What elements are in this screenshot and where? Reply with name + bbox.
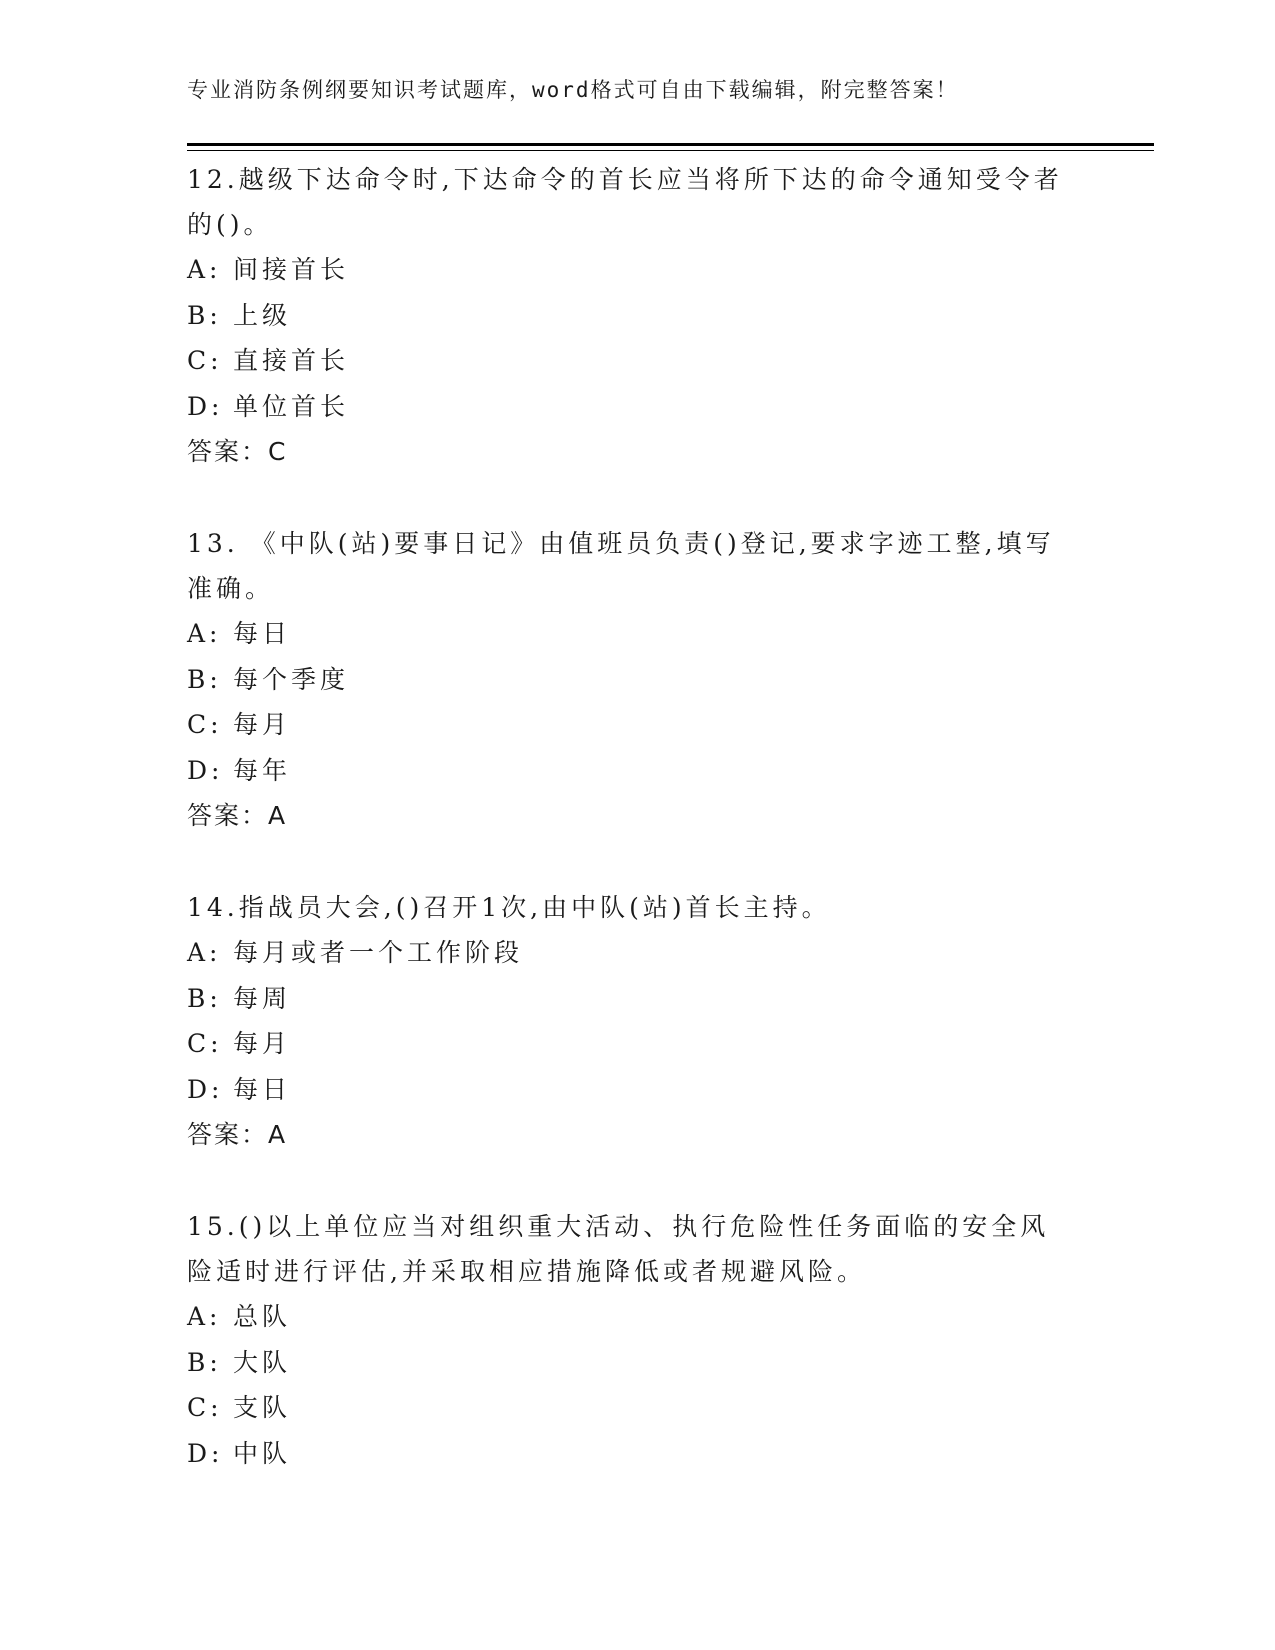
option-text: 每周 [233,983,292,1013]
option-text: 直接首长 [233,346,350,375]
option-letter: C: [187,1029,223,1058]
option-a [187,247,1087,293]
option-d [187,1431,1087,1477]
option-letter: D: [187,391,224,421]
option-letter: C: [187,710,223,739]
option-b [187,1340,1087,1386]
header-rule-thick [187,143,1154,146]
option-text: 每年 [233,755,292,785]
option-letter: C: [187,346,223,375]
option-text: 支队 [233,1393,292,1422]
answer-line: 答案：C [187,437,288,466]
option-letter: D: [187,755,224,785]
question-12 [187,157,1087,475]
option-text: 间接首长 [233,255,350,284]
option-letter: B: [187,1347,222,1377]
question-14 [187,885,1087,1158]
option-text: 上级 [233,300,292,330]
answer-line: 答案：A [187,1120,288,1149]
option-text: 每月或者一个工作阶段 [233,938,524,967]
document-header: 专业消防条例纲要知识考试题库，word格式可自由下载编辑，附完整答案！ [187,78,959,102]
option-a [187,611,1087,657]
option-a [187,1294,1087,1340]
option-text: 大队 [233,1347,292,1377]
option-text: 每个季度 [233,664,350,694]
question-stem: 12.越级下达命令时,下达命令的首长应当将所下达的命令通知受令者的()。 [187,165,1063,239]
option-c [187,702,1087,748]
question-stem: 15.()以上单位应当对组织重大活动、执行危险性任务面临的安全风险适时进行评估,并采取相应措施降低或者规避风险。 [187,1212,1050,1286]
option-text: 总队 [233,1302,292,1331]
option-d [187,384,1087,430]
option-letter: A: [187,1302,222,1331]
question-13 [187,521,1087,839]
question-stem: 13. 《中队(站)要事日记》由值班员负责()登记,要求字迹工整,填写准确。 [187,529,1055,603]
option-text: 每日 [233,619,292,648]
option-text: 单位首长 [233,391,350,421]
option-c [187,1385,1087,1431]
question-list [187,157,1087,1476]
answer-line: 答案：A [187,801,288,830]
question-stem: 14.指战员大会,()召开1次,由中队(站)首长主持。 [187,893,831,922]
option-c [187,338,1087,384]
question-15 [187,1204,1087,1476]
option-letter: A: [187,619,222,648]
option-b [187,657,1087,703]
option-text: 每日 [233,1074,292,1104]
option-letter: C: [187,1393,223,1422]
option-letter: A: [187,255,222,284]
option-letter: B: [187,983,222,1013]
option-letter: B: [187,664,222,694]
option-text: 每月 [233,710,292,739]
option-text: 每月 [233,1029,292,1058]
option-letter: D: [187,1438,224,1468]
header-rule-thin [187,150,1154,151]
option-c [187,1021,1087,1067]
option-letter: A: [187,938,222,967]
option-b [187,976,1087,1022]
option-letter: B: [187,300,222,330]
option-a [187,930,1087,976]
option-text: 中队 [233,1438,292,1468]
option-d [187,748,1087,794]
option-letter: D: [187,1074,224,1104]
option-d [187,1067,1087,1113]
option-b [187,293,1087,339]
